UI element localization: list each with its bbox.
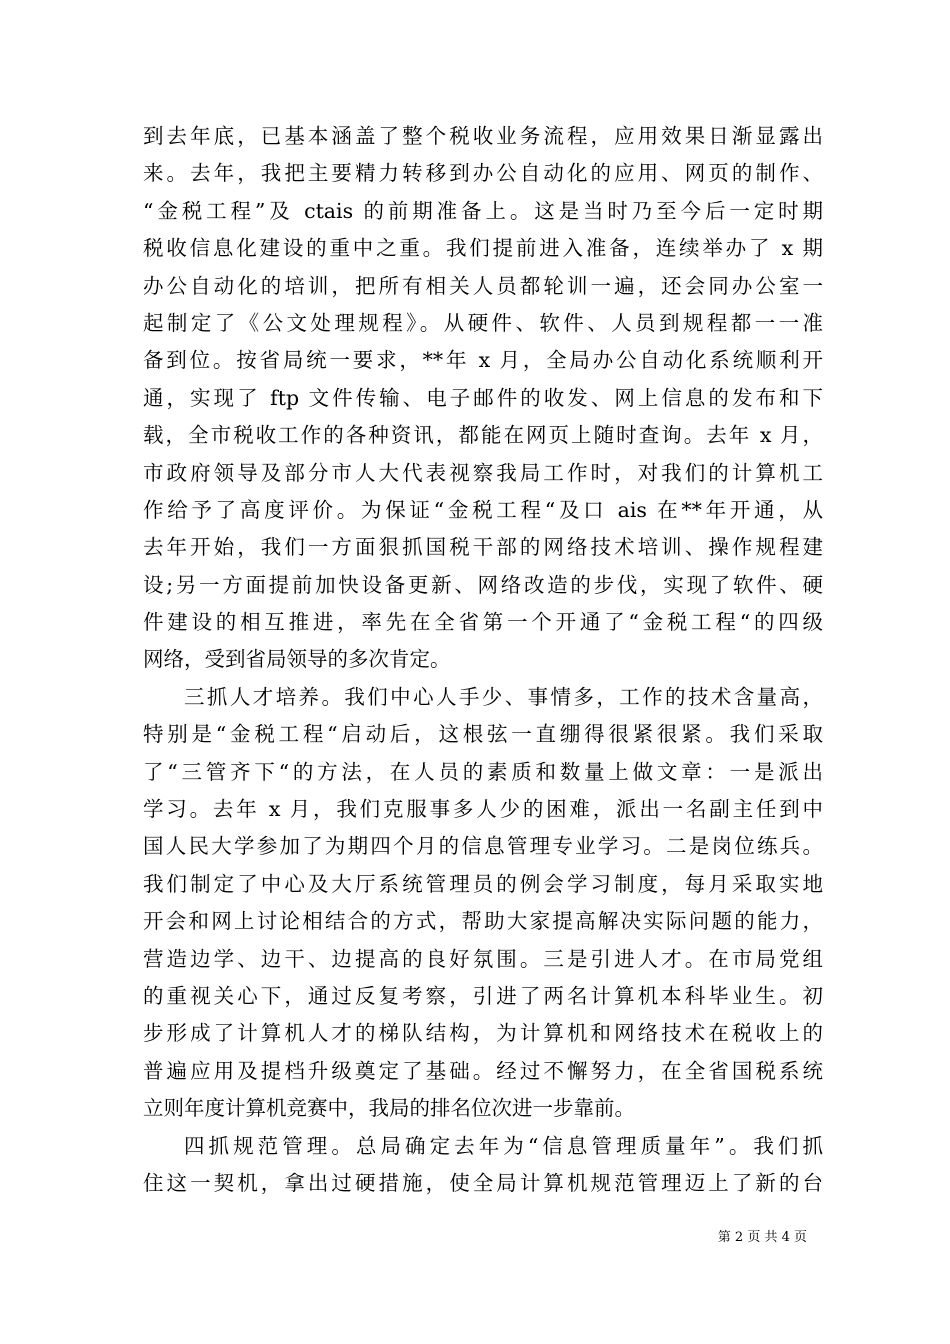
text-line: 普遍应用及提档升级奠定了基础。经过不懈努力，在全省国税系统 [143, 1058, 823, 1083]
text-line: 办公自动化的培训，把所有相关人员都轮训一遍，还会同办公室一 [143, 273, 823, 298]
body-text [143, 118, 823, 1202]
page-number-footer: 第 2 页 共 4 页 [717, 1230, 807, 1245]
text-line: 来。去年，我把主要精力转移到办公自动化的应用、网页的制作、 [143, 161, 823, 186]
text-line: 步形成了计算机人才的梯队结构，为计算机和网络技术在税收上的 [143, 1021, 823, 1046]
text-line: 我们制定了中心及大厅系统管理员的例会学习制度，每月采取实地 [143, 871, 823, 896]
text-line-paragraph-end: 网络，受到省局领导的多次肯定。 [143, 647, 451, 672]
text-line: 营造边学、边干、边提高的良好氛围。三是引进人才。在市局党组 [143, 946, 823, 971]
text-line: 到去年底，已基本涵盖了整个税收业务流程，应用效果日渐显露出 [143, 124, 823, 148]
text-line: 税收信息化建设的重中之重。我们提前进入准备，连续举办了 x 期 [143, 236, 823, 261]
text-line: 学习。去年 x 月，我们克服事多人少的困难，派出一名副主任到中 [143, 797, 823, 822]
paragraph-start-line: 四抓规范管理。总局确定去年为“信息管理质量年”。我们抓 [184, 1133, 823, 1158]
paragraph-start-line: 三抓人才培养。我们中心人手少、事情多，工作的技术含量高， [184, 684, 823, 709]
text-line-paragraph-end: 立则年度计算机竞赛中，我局的排名位次进一步靠前。 [143, 1096, 635, 1121]
text-line: 特别是“金税工程“启动后，这根弦一直绷得很紧很紧。我们采取 [143, 722, 823, 747]
text-line: 去年开始，我们一方面狠抓国税干部的网络技术培训、操作规程建 [143, 535, 823, 560]
text-line: 设;另一方面提前加快设备更新、网络改造的步伐，实现了软件、硬 [143, 572, 823, 597]
text-line: 国人民大学参加了为期四个月的信息管理专业学习。二是岗位练兵。 [143, 834, 823, 859]
text-line: 开会和网上讨论相结合的方式，帮助大家提高解决实际问题的能力， [143, 909, 823, 934]
text-line: 的重视关心下，通过反复考察，引进了两名计算机本科毕业生。初 [143, 983, 823, 1008]
text-line: 通，实现了 ftp 文件传输、电子邮件的收发、网上信息的发布和下 [143, 385, 823, 410]
text-line: 备到位。按省局统一要求，**年 x 月，全局办公自动化系统顺利开 [143, 348, 823, 373]
text-line: 起制定了《公文处理规程》。从硬件、软件、人员到规程都一一准 [143, 310, 823, 335]
text-line: 市政府领导及部分市人大代表视察我局工作时，对我们的计算机工 [143, 460, 823, 485]
text-line: 了“三管齐下“的方法，在人员的素质和数量上做文章：一是派出 [143, 759, 823, 784]
text-line: 作给予了高度评价。为保证“金税工程“及口 ais 在**年开通，从 [143, 497, 823, 522]
text-line: 住这一契机，拿出过硬措施，使全局计算机规范管理迈上了新的台 [143, 1170, 823, 1195]
text-line: 载，全市税收工作的各种资讯，都能在网页上随时查询。去年 x 月， [143, 423, 823, 448]
text-line: 件建设的相互推进，率先在全省第一个开通了“金税工程“的四级 [143, 610, 823, 635]
text-line: “金税工程”及 ctais 的前期准备上。这是当时乃至今后一定时期 [143, 198, 823, 223]
